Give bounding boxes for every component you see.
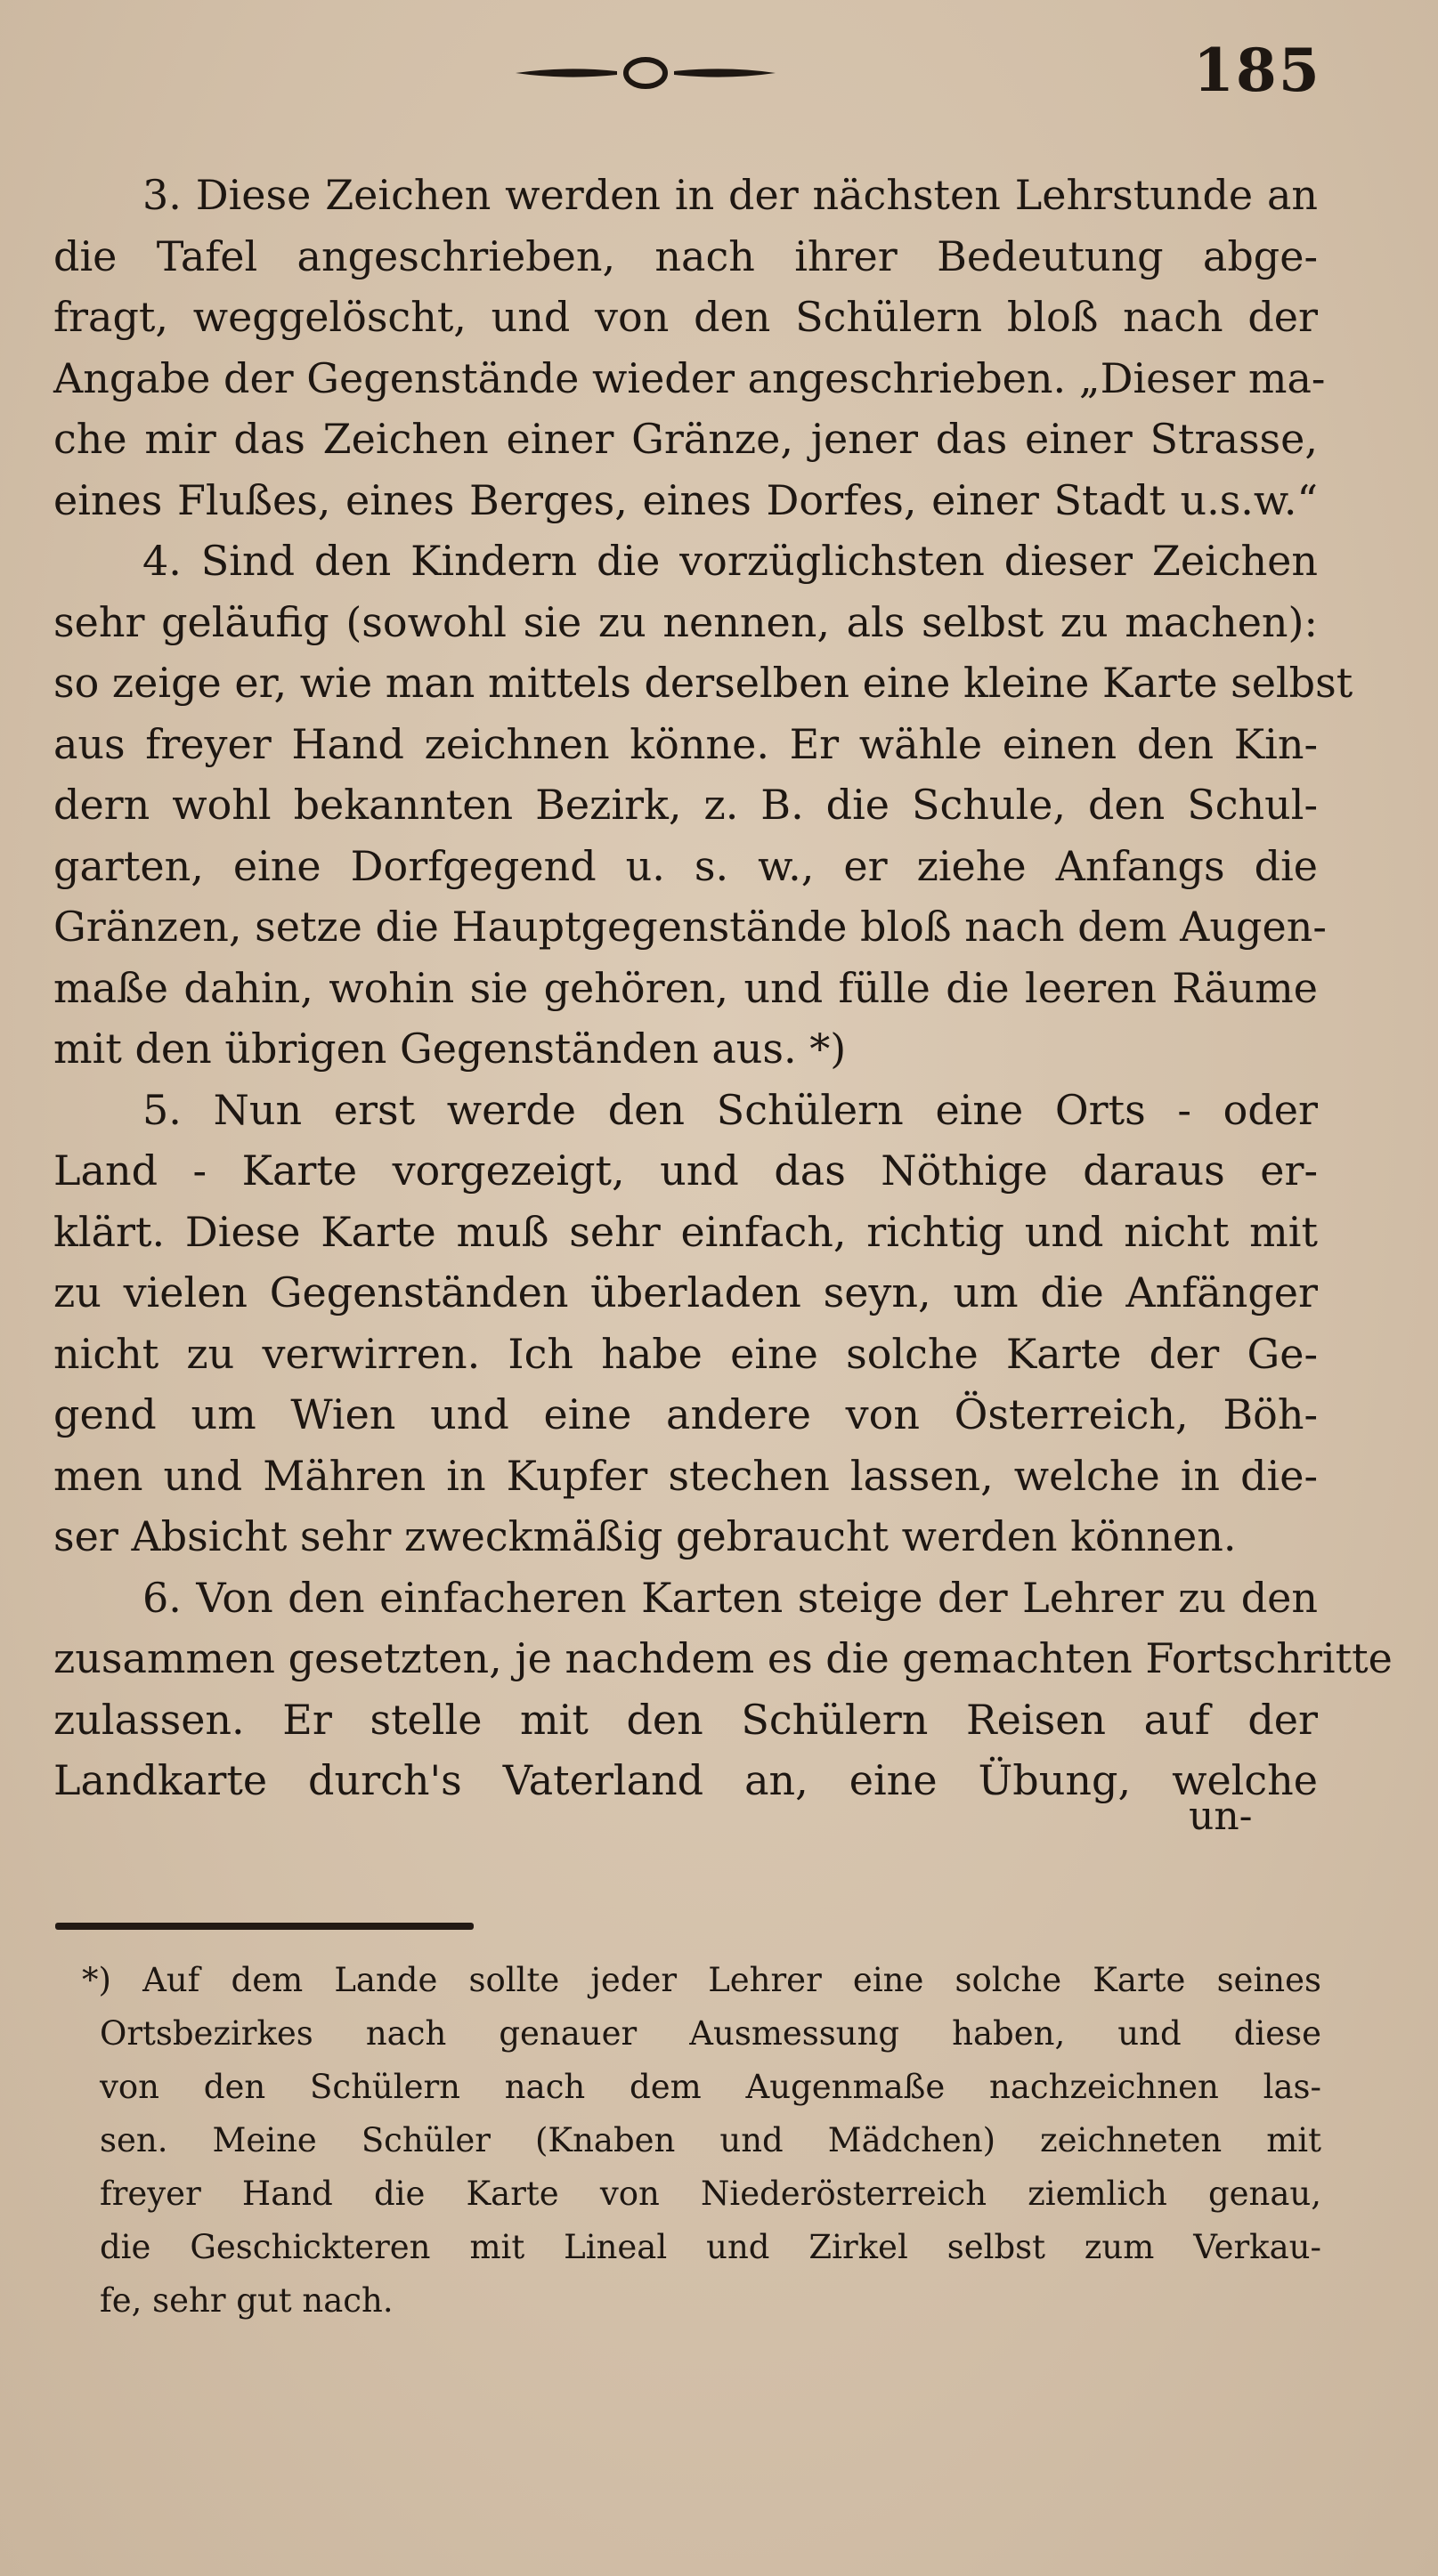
main-text: [53, 165, 1393, 1811]
text-line: eines Flußes, eines Berges, eines Dorfes, einer Stadt u.s.w.“: [53, 475, 1318, 524]
page-number: 185: [1193, 36, 1321, 105]
footnote-line: *) Auf dem Lande sollte jeder Lehrer eine solche Karte seines: [82, 1961, 1321, 1999]
footnote-line: sen. Meine Schüler (Knaben und Mädchen) zeichneten mit: [100, 2121, 1321, 2159]
header-ornament: [512, 55, 779, 91]
text-line: zulassen. Er stelle mit den Schülern Reisen auf der: [53, 1695, 1318, 1744]
text-line: mit den übrigen Gegenständen aus. *): [53, 1025, 847, 1073]
text-line: zusammen gesetzten, je nachdem es die gemachten Fortschritte: [53, 1634, 1393, 1682]
footnote-line: fe, sehr gut nach.: [100, 2281, 394, 2320]
footnote-line: Ortsbezirkes nach genauer Ausmessung haben, und diese: [100, 2014, 1321, 2053]
text-line: zu vielen Gegenständen überladen seyn, um die Anfänger: [53, 1268, 1318, 1316]
text-line: klärt. Diese Karte muß sehr einfach, richtig und nicht mit: [53, 1207, 1318, 1256]
text-line: nicht zu verwirren. Ich habe eine solche Karte der Ge-: [53, 1329, 1318, 1378]
text-line: Gränzen, setze die Hauptgegenstände bloß nach dem Augen-: [53, 903, 1327, 951]
text-line: Landkarte durch's Vaterland an, eine Übung, welche: [53, 1756, 1318, 1804]
text-line: dern wohl bekannten Bezirk, z. B. die Schule, den Schul-: [53, 781, 1318, 829]
footnote-rule: [55, 1923, 474, 1930]
text-line: die Tafel angeschrieben, nach ihrer Bedeutung abge-: [53, 231, 1318, 280]
text-line: fragt, weggelöscht, und von den Schülern bloß nach der: [53, 293, 1318, 341]
text-line: men und Mähren in Kupfer stechen lassen, welche in die-: [53, 1451, 1318, 1500]
text-line: Land - Karte vorgezeigt, und das Nöthige daraus er-: [53, 1146, 1318, 1195]
text-line: maße dahin, wohin sie gehören, und fülle die leeren Räume: [53, 963, 1318, 1012]
text-line: Angabe der Gegenstände wieder angeschrieben. „Dieser ma-: [53, 353, 1326, 402]
text-line: 4. Sind den Kindern die vorzüglichsten dieser Zeichen: [142, 537, 1318, 585]
text-line: 3. Diese Zeichen werden in der nächsten Lehrstunde an: [142, 171, 1318, 219]
text-line: aus freyer Hand zeichnen könne. Er wähle einen den Kin-: [53, 719, 1318, 768]
footnote-line: von den Schülern nach dem Augenmaße nachzeichnen las-: [100, 2068, 1321, 2106]
text-line: che mir das Zeichen einer Gränze, jener das einer Strasse,: [53, 415, 1318, 463]
text-line: gend um Wien und eine andere von Österreich, Böh-: [53, 1390, 1318, 1438]
text-line: so zeige er, wie man mittels derselben eine kleine Karte selbst: [53, 659, 1353, 707]
footnote: [82, 1954, 1321, 2328]
text-line: sehr geläufig (sowohl sie zu nennen, als selbst zu machen):: [53, 597, 1318, 646]
text-line: 6. Von den einfacheren Karten steige der Lehrer zu den: [142, 1573, 1318, 1622]
text-line: garten, eine Dorfgegend u. s. w., er ziehe Anfangs die: [53, 841, 1318, 890]
footnote-line: die Geschickteren mit Lineal und Zirkel selbst zum Verkau-: [100, 2228, 1321, 2266]
footnote-line: freyer Hand die Karte von Niederösterreich ziemlich genau,: [100, 2175, 1321, 2213]
text-line: 5. Nun erst werde den Schülern eine Orts - oder: [142, 1085, 1318, 1134]
text-line: ser Absicht sehr zweckmäßig gebraucht werden können.: [53, 1512, 1237, 1560]
catchword: un-: [1189, 1794, 1253, 1839]
